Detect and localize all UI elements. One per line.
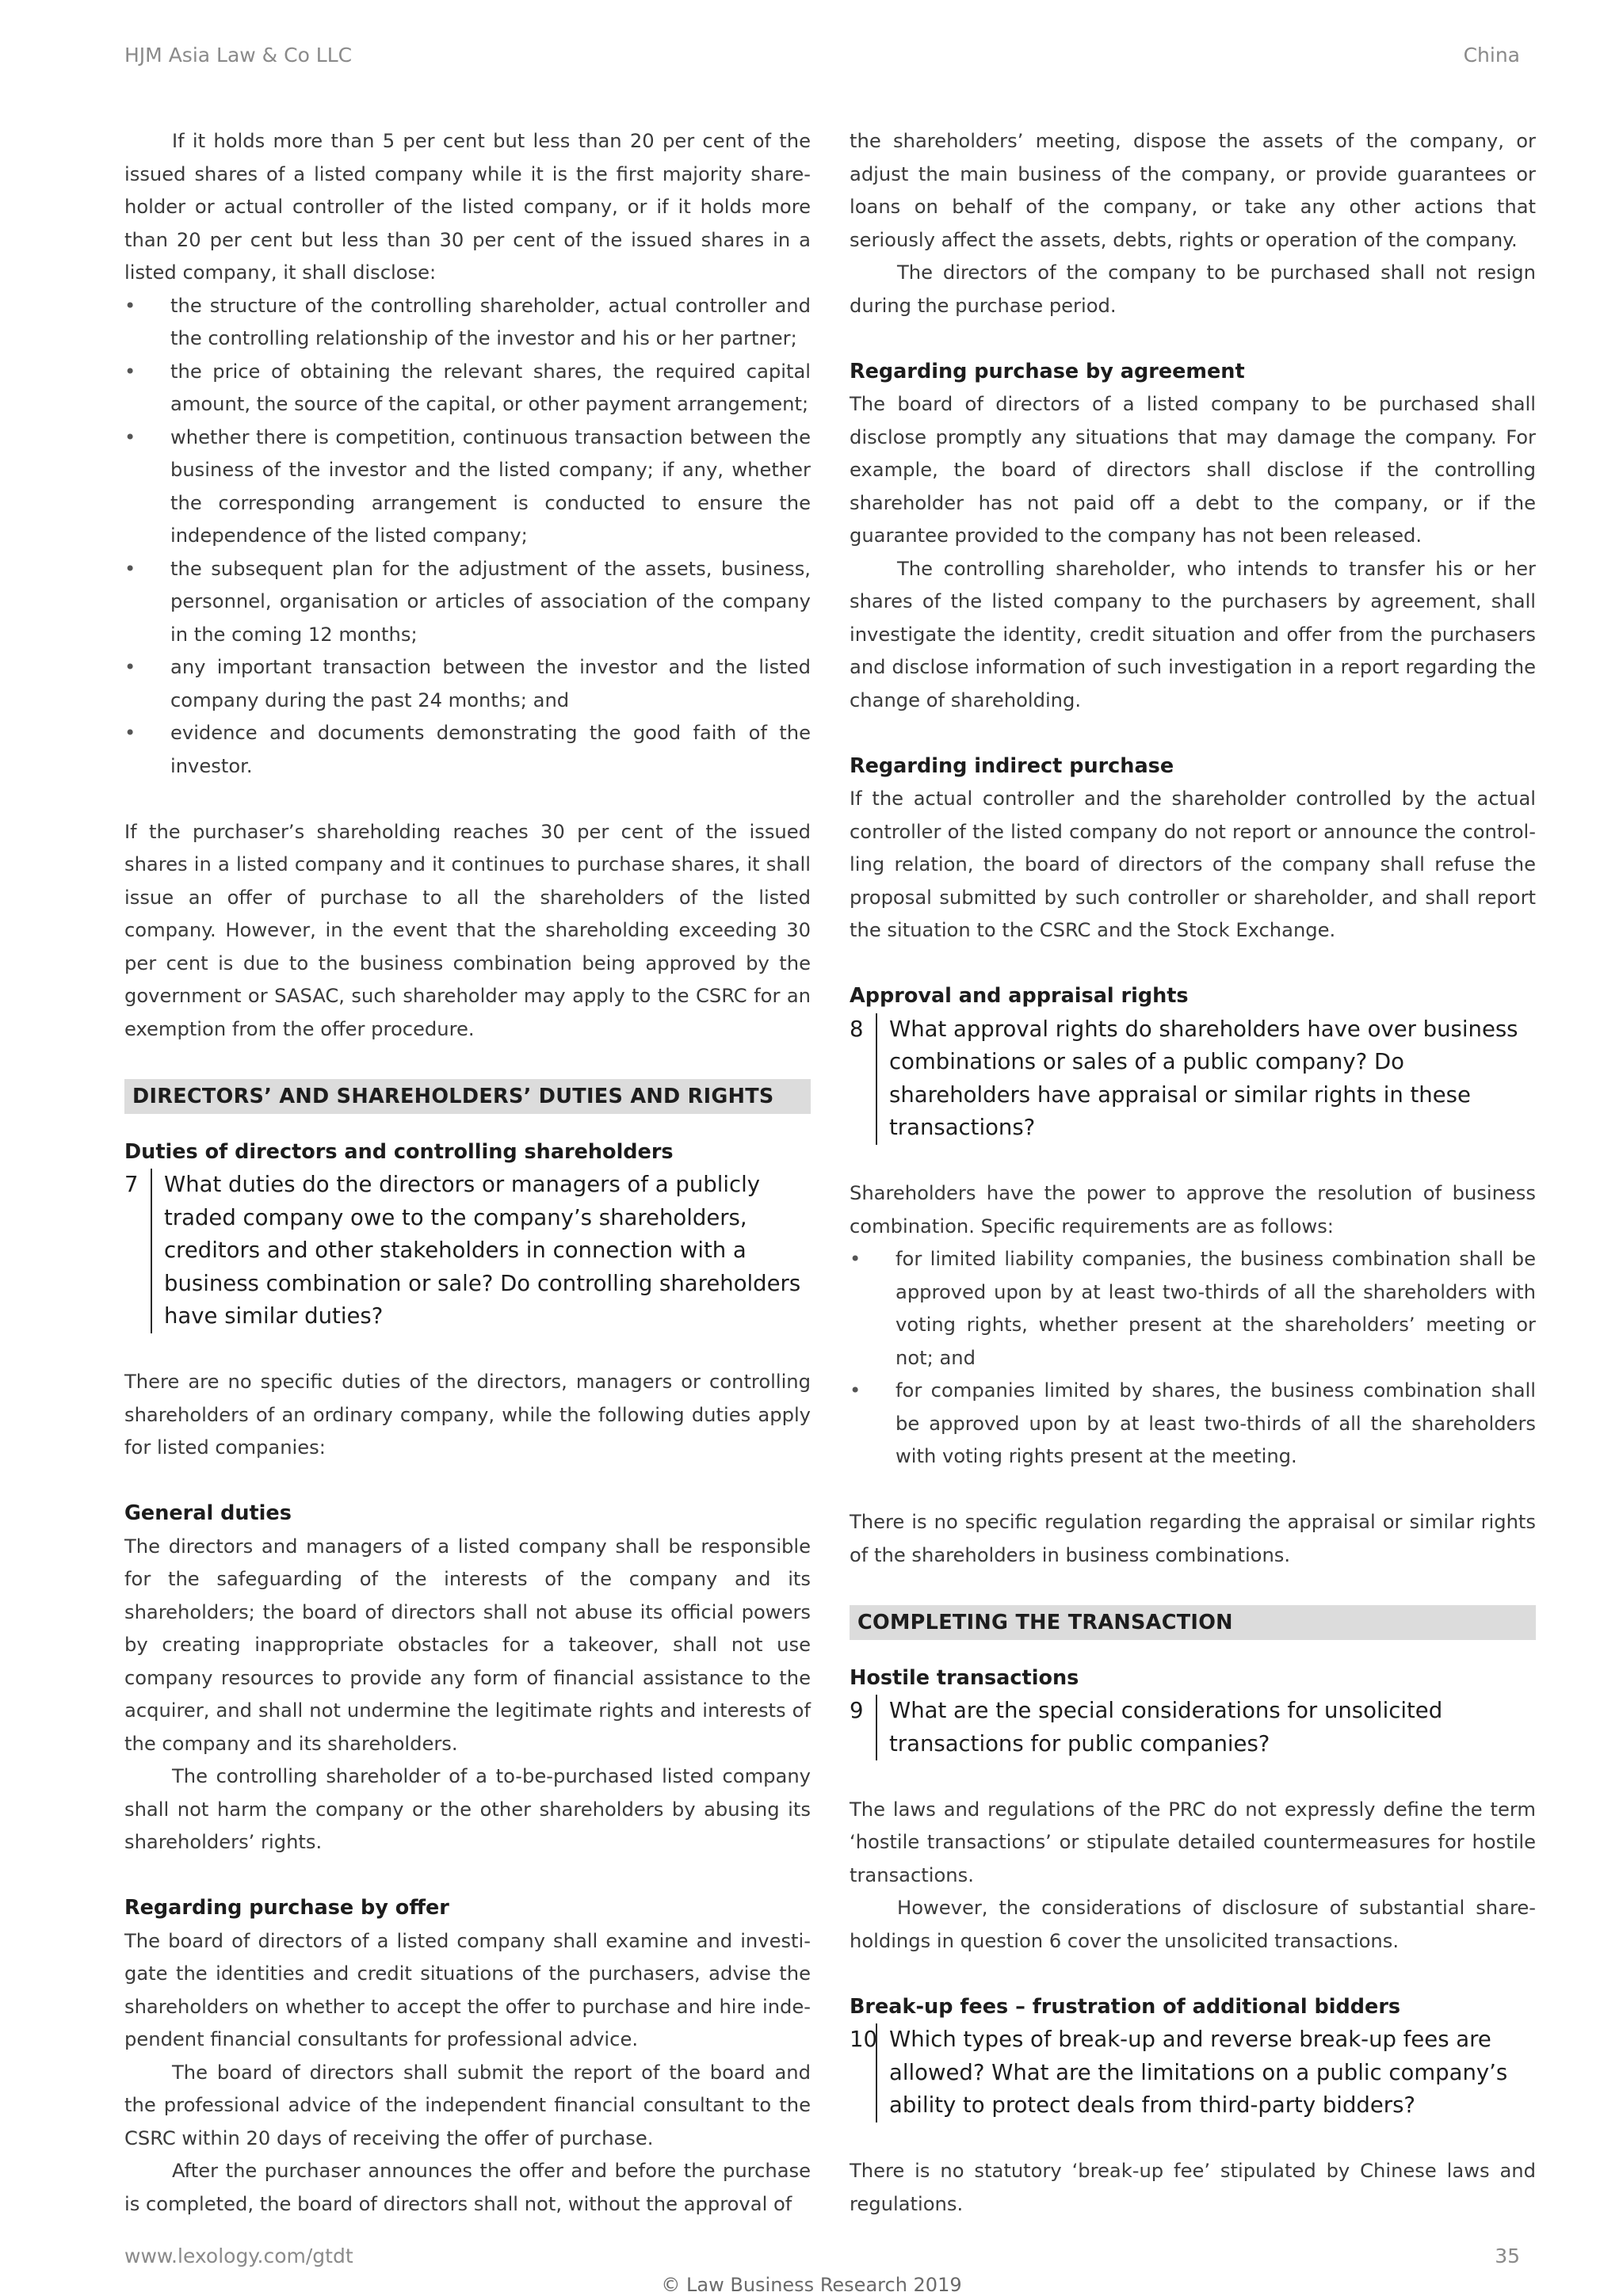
paragraph: The laws and regulations of the PRC do not expressly define the term ‘hostile transactions’ or stipulate detailed countermeasures for hostile transactions.: [850, 1798, 1536, 1886]
subheading: Regarding purchase by agreement: [850, 359, 1245, 383]
paragraph: The board of directors shall submit the report of the board and the professional advice of the independent financial consultant to the CSRC within 20 days of receiving the offer of purchase.: [124, 2061, 811, 2149]
subheading: Break-up fees – frustration of additional bidders: [850, 1994, 1401, 2019]
paragraph: After the purchaser announces the offer and before the purchase is completed, the board of directors shall not, without the approval of: [124, 2160, 811, 2215]
subheading: Regarding indirect purchase: [850, 753, 1174, 778]
question-block: [850, 1013, 1536, 1145]
left-column: [124, 125, 811, 2221]
question-block: [124, 1169, 811, 1333]
list-item: • any important transaction between the investor and the listed company during the past 24 months; and: [124, 651, 811, 717]
paragraph: The directors and managers of a listed company shall be responsible for the safeguarding of the interests of the company and its shareholders; the board of directors shall not abuse its official powers by creating inappropriate obstacles for a takeover, shall not use company resources to provide any form of financial assistance to the acquirer, and shall not undermine the legitimate rights and interests of the company and its shareholders.: [124, 1535, 811, 1755]
paragraph: The board of directors of a listed company shall examine and investigate the identities and credit situations of the purchasers, advise the shareholders on whether to accept the offer to purchase and hire independent financial consultants for professional advice.: [124, 1929, 811, 2050]
paragraph: There is no statutory ‘break-up fee’ stipulated by Chinese laws and regulations.: [850, 2160, 1536, 2215]
page-number: 35: [1495, 2245, 1520, 2267]
header-firm-name: HJM Asia Law & Co LLC: [124, 44, 353, 67]
paragraph: the shareholders’ meeting, dispose the assets of the company, or adjust the main business of the company, or provide guarantees or loans on behalf of the company, or take any other actions that seriously affect the assets, debts, rights or operation of the company.: [850, 130, 1536, 251]
paragraph: The board of directors of a listed company to be purchased shall disclose promptly any situations that may damage the company. For example, the board of directors shall disclose if the controlling shareholder has not paid off a debt to the company, or if the guarantee provided to the company has not been released.: [850, 393, 1536, 547]
header-jurisdiction: China: [1463, 44, 1520, 67]
paragraph: There is no specific regulation regarding the appraisal or similar rights of the shareholders in business combinations.: [850, 1511, 1536, 1566]
approval-list: [850, 1243, 1536, 1474]
question-text: What are the special considerations for unsolicited transactions for public companies?: [876, 1695, 1536, 1760]
question-text: Which types of break-up and reverse break-up fees are allowed? What are the limitations on a public company’s ability to protect deals from third-party bidders?: [876, 2023, 1536, 2122]
paragraph: The controlling shareholder of a to-be-purchased listed company shall not harm the company or the other shareholders by abusing its shareholders’ rights.: [124, 1765, 811, 1853]
disclosure-list: [124, 290, 811, 784]
question-number: 10: [850, 2027, 877, 2052]
footer-url: www.lexology.com/gtdt: [124, 2245, 353, 2267]
question-block: [850, 1695, 1536, 1760]
subheading: General duties: [124, 1501, 292, 1525]
section-heading: DIRECTORS’ AND SHAREHOLDERS’ DUTIES AND RIGHTS: [124, 1079, 811, 1114]
question-number: 9: [850, 1698, 864, 1723]
subheading: Regarding purchase by offer: [124, 1896, 449, 1920]
paragraph: If it holds more than 5 per cent but less than 20 per cent of the issued shares of a listed company while it is the first majority shareholder or actual controller of the listed company, or if it holds more than 20 per cent but less than 30 per cent of the issued shares in a listed company, it shall disclose:: [124, 130, 811, 284]
list-item: • the subsequent plan for the adjustment of the assets, business, personnel, organisation or articles of association of the company in the coming 12 months;: [124, 553, 811, 652]
list-item: • whether there is competition, continuous transaction between the business of the investor and the listed company; if any, whether the corresponding arrangement is conducted to ensure the independence of the listed company;: [124, 421, 811, 553]
question-number: 7: [124, 1172, 139, 1197]
list-item: • for limited liability companies, the business combination shall be approved upon by at least two-thirds of all the shareholders with voting rights, whether present at the shareholders’ meeting or not; and: [850, 1243, 1536, 1375]
list-item: • for companies limited by shares, the business combination shall be approved upon by at least two-thirds of all the shareholders with voting rights present at the meeting.: [850, 1375, 1536, 1474]
question-block: [850, 2023, 1536, 2122]
list-item: • the structure of the controlling shareholder, actual controller and the controlling relationship of the investor and his or her partner;: [124, 290, 811, 356]
subheading: Approval and appraisal rights: [850, 984, 1189, 1008]
paragraph: Shareholders have the power to approve the resolution of business combination. Specific requirements are as follows:: [850, 1182, 1536, 1238]
paragraph: If the purchaser’s shareholding reaches 30 per cent of the issued shares in a listed company and it continues to purchase shares, it shall issue an offer of purchase to all the shareholders of the listed company. However, in the event that the shareholding exceeding 30 per cent is due to the business combination being approved by the government or SASAC, such shareholder may apply to the CSRC for an exemption from the offer procedure.: [124, 820, 811, 1040]
question-text: What duties do the directors or managers of a publicly traded company owe to the company’s shareholders, creditors and other stakeholders in connection with a business combination or sale? Do controlling shareholders have similar duties?: [151, 1169, 811, 1333]
paragraph: The controlling shareholder, who intends to transfer his or her shares of the listed company to the purchasers by agreement, shall investigate the identity, credit situation and offer from the purchasers and disclose information of such investigation in a report regarding the change of shareholding.: [850, 557, 1536, 711]
question-number: 8: [850, 1016, 864, 1042]
list-item: • the price of obtaining the relevant shares, the required capital amount, the source of the capital, or other payment arrangement;: [124, 356, 811, 421]
paragraph: However, the considerations of disclosure of substantial shareholdings in question 6 cover the unsolicited transactions.: [850, 1897, 1536, 1952]
paragraph: If the actual controller and the shareholder controlled by the actual controller of the listed company do not report or announce the controlling relation, the board of directors of the company shall refuse the proposal submitted by such controller or shareholder, and shall report the situation to the CSRC and the Stock Exchange.: [850, 788, 1536, 941]
section-heading: COMPLETING THE TRANSACTION: [850, 1605, 1536, 1640]
copyright-notice: © Law Business Research 2019: [661, 2274, 962, 2296]
paragraph: There are no specific duties of the directors, managers or controlling shareholders of an ordinary company, while the following duties apply for listed companies:: [124, 1371, 811, 1459]
list-item: • evidence and documents demonstrating the good faith of the investor.: [124, 717, 811, 783]
right-column: [850, 125, 1536, 2221]
question-text: What approval rights do shareholders have over business combinations or sales of a public company? Do shareholders have appraisal or similar rights in these transactions?: [876, 1013, 1536, 1145]
subheading: Duties of directors and controlling shareholders: [124, 1139, 674, 1164]
paragraph: The directors of the company to be purchased shall not resign during the purchase period.: [850, 261, 1536, 317]
page-header: [124, 44, 1520, 75]
subheading: Hostile transactions: [850, 1665, 1079, 1690]
